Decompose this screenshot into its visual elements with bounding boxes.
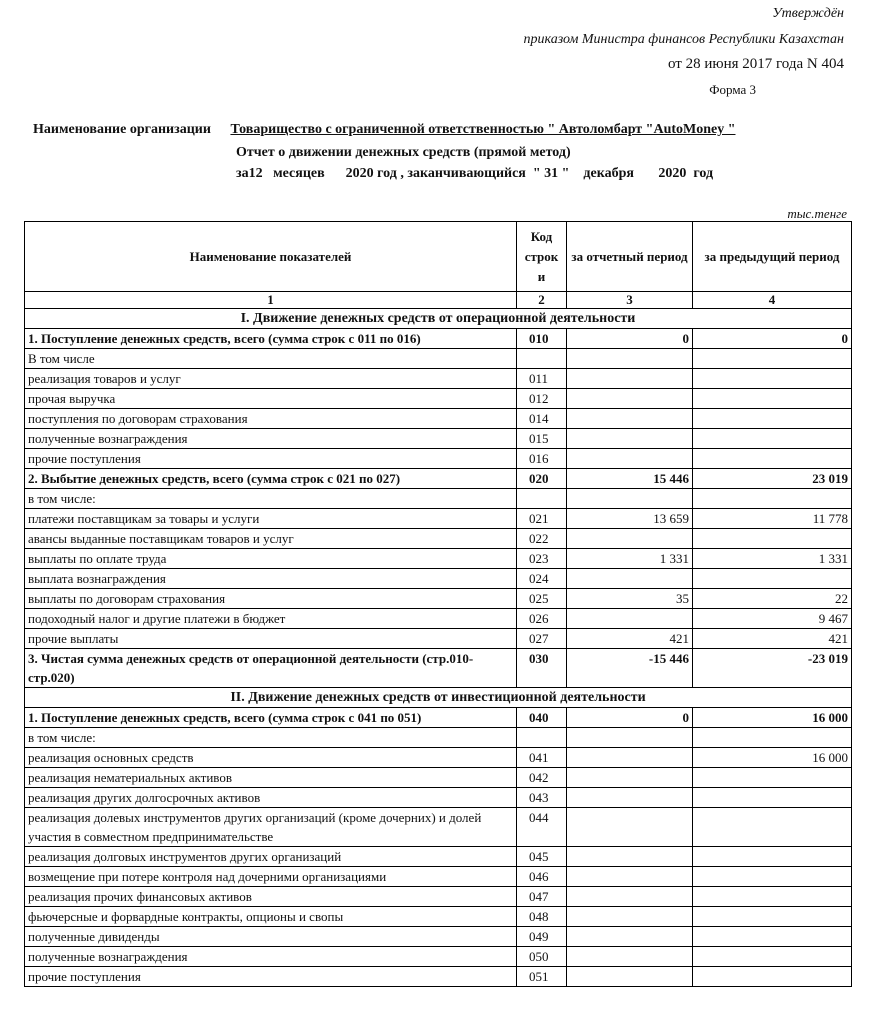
table-row <box>25 768 852 788</box>
table-row <box>25 409 852 429</box>
table-row <box>25 649 852 688</box>
row-previous-value <box>693 927 852 947</box>
table-row <box>25 708 852 728</box>
table-row <box>25 927 852 947</box>
table-row <box>25 808 852 847</box>
row-name: реализация других долгосрочных активов <box>25 788 517 808</box>
row-current-value: -15 446 <box>567 649 693 688</box>
row-current-value <box>567 748 693 768</box>
order-reference: приказом Министра финансов Республики Казахстан <box>523 32 844 47</box>
row-name: реализация основных средств <box>25 748 517 768</box>
row-previous-value <box>693 409 852 429</box>
table-row <box>25 449 852 469</box>
row-name: реализация долговых инструментов других организаций <box>25 847 517 867</box>
header-line-code: Код строк и <box>517 222 567 292</box>
row-previous-value: 421 <box>693 629 852 649</box>
row-current-value <box>567 609 693 629</box>
row-previous-value <box>693 349 852 369</box>
row-previous-value <box>693 529 852 549</box>
column-number: 3 <box>567 292 693 309</box>
row-name: реализация прочих финансовых активов <box>25 887 517 907</box>
row-previous-value <box>693 847 852 867</box>
row-current-value <box>567 409 693 429</box>
row-code: 043 <box>517 788 567 808</box>
row-name: подоходный налог и другие платежи в бюджет <box>25 609 517 629</box>
row-current-value <box>567 569 693 589</box>
row-code: 040 <box>517 708 567 728</box>
row-code: 016 <box>517 449 567 469</box>
row-code: 020 <box>517 469 567 489</box>
row-previous-value <box>693 967 852 987</box>
row-name: 1. Поступление денежных средств, всего (сумма строк с 011 по 016) <box>25 329 517 349</box>
row-code: 010 <box>517 329 567 349</box>
table-row <box>25 469 852 489</box>
row-current-value <box>567 728 693 748</box>
units-label: тыс.тенге <box>787 206 847 221</box>
row-name: выплаты по оплате труда <box>25 549 517 569</box>
row-code: 046 <box>517 867 567 887</box>
row-current-value <box>567 768 693 788</box>
row-code: 021 <box>517 509 567 529</box>
table-header-row <box>25 222 852 292</box>
row-current-value <box>567 947 693 967</box>
organization-name: Товарищество с ограниченной ответственностью " Автоломбарт "AutoMoney " <box>230 122 736 137</box>
row-code: 045 <box>517 847 567 867</box>
row-current-value <box>567 529 693 549</box>
table-row <box>25 589 852 609</box>
table-row <box>25 489 852 509</box>
row-name: фьючерсные и форвардные контракты, опционы и свопы <box>25 907 517 927</box>
row-code: 025 <box>517 589 567 609</box>
row-previous-value <box>693 489 852 509</box>
table-row <box>25 728 852 748</box>
row-previous-value: 23 019 <box>693 469 852 489</box>
column-number: 1 <box>25 292 517 309</box>
row-name: полученные дивиденды <box>25 927 517 947</box>
row-current-value <box>567 369 693 389</box>
table-row <box>25 947 852 967</box>
row-current-value: 1 331 <box>567 549 693 569</box>
row-code: 041 <box>517 748 567 768</box>
row-code: 049 <box>517 927 567 947</box>
row-previous-value <box>693 389 852 409</box>
table-row <box>25 389 852 409</box>
approved-label: Утверждён <box>772 6 844 21</box>
row-current-value: 0 <box>567 708 693 728</box>
row-previous-value: -23 019 <box>693 649 852 688</box>
row-code: 024 <box>517 569 567 589</box>
row-previous-value: 1 331 <box>693 549 852 569</box>
row-name: выплаты по договорам страхования <box>25 589 517 609</box>
row-current-value <box>567 449 693 469</box>
table-row <box>25 867 852 887</box>
row-previous-value <box>693 947 852 967</box>
row-current-value <box>567 907 693 927</box>
header-current-period: за отчетный период <box>567 222 693 292</box>
order-date: от 28 июня 2017 года N 404 <box>668 56 844 72</box>
organization-label: Наименование организации <box>33 122 211 137</box>
row-current-value <box>567 389 693 409</box>
table-row <box>25 748 852 768</box>
header-previous-period: за предыдущий период <box>693 222 852 292</box>
header-indicator-name: Наименование показателей <box>25 222 517 292</box>
row-code: 022 <box>517 529 567 549</box>
table-row <box>25 529 852 549</box>
row-current-value <box>567 847 693 867</box>
row-current-value <box>567 349 693 369</box>
row-previous-value: 11 778 <box>693 509 852 529</box>
row-name: платежи поставщикам за товары и услуги <box>25 509 517 529</box>
table-row <box>25 569 852 589</box>
row-current-value <box>567 867 693 887</box>
row-name: поступления по договорам страхования <box>25 409 517 429</box>
row-name: прочие поступления <box>25 967 517 987</box>
row-code: 048 <box>517 907 567 927</box>
row-current-value <box>567 887 693 907</box>
row-current-value: 15 446 <box>567 469 693 489</box>
organization-line <box>33 122 736 138</box>
form-number: Форма 3 <box>709 82 756 97</box>
row-previous-value: 22 <box>693 589 852 609</box>
row-name: прочая выручка <box>25 389 517 409</box>
row-current-value: 421 <box>567 629 693 649</box>
section-title: I. Движение денежных средств от операционной деятельности <box>25 309 852 329</box>
row-current-value <box>567 808 693 847</box>
row-name: выплата вознаграждения <box>25 569 517 589</box>
row-previous-value <box>693 907 852 927</box>
row-name: в том числе: <box>25 489 517 509</box>
row-previous-value <box>693 369 852 389</box>
table-row <box>25 329 852 349</box>
row-name: полученные вознаграждения <box>25 429 517 449</box>
column-numbers-row <box>25 292 852 309</box>
row-name: возмещение при потере контроля над дочерними организациями <box>25 867 517 887</box>
row-code: 026 <box>517 609 567 629</box>
row-code: 012 <box>517 389 567 409</box>
row-current-value <box>567 429 693 449</box>
row-previous-value <box>693 788 852 808</box>
table-row <box>25 629 852 649</box>
section-title: II. Движение денежных средств от инвестиционной деятельности <box>25 688 852 708</box>
row-code: 047 <box>517 887 567 907</box>
row-code <box>517 728 567 748</box>
row-code: 044 <box>517 808 567 847</box>
row-previous-value <box>693 887 852 907</box>
table-row <box>25 429 852 449</box>
section-header-row <box>25 309 852 329</box>
row-code: 050 <box>517 947 567 967</box>
row-current-value: 0 <box>567 329 693 349</box>
row-previous-value <box>693 449 852 469</box>
column-number: 4 <box>693 292 852 309</box>
row-current-value <box>567 927 693 947</box>
row-previous-value <box>693 728 852 748</box>
table-row <box>25 847 852 867</box>
table-row <box>25 907 852 927</box>
row-code: 015 <box>517 429 567 449</box>
row-previous-value: 16 000 <box>693 708 852 728</box>
row-previous-value: 9 467 <box>693 609 852 629</box>
row-current-value: 13 659 <box>567 509 693 529</box>
row-current-value <box>567 489 693 509</box>
row-name: прочие поступления <box>25 449 517 469</box>
row-previous-value <box>693 569 852 589</box>
row-code: 030 <box>517 649 567 688</box>
row-previous-value <box>693 429 852 449</box>
table-row <box>25 509 852 529</box>
row-previous-value <box>693 867 852 887</box>
row-current-value: 35 <box>567 589 693 609</box>
row-name: В том числе <box>25 349 517 369</box>
row-name: авансы выданные поставщикам товаров и услуг <box>25 529 517 549</box>
report-period: за12 месяцев 2020 год , заканчивающийся " 31 " декабря 2020 год <box>236 166 714 181</box>
row-previous-value: 0 <box>693 329 852 349</box>
row-current-value <box>567 967 693 987</box>
table-row <box>25 609 852 629</box>
row-code <box>517 349 567 369</box>
row-name: реализация долевых инструментов других организаций (кроме дочерних) и долей участия в совместном предпринимательстве <box>25 808 517 847</box>
row-code: 042 <box>517 768 567 788</box>
row-code: 011 <box>517 369 567 389</box>
row-name: полученные вознаграждения <box>25 947 517 967</box>
row-previous-value: 16 000 <box>693 748 852 768</box>
report-title: Отчет о движении денежных средств (прямой метод) <box>236 145 571 160</box>
cash-flow-table <box>24 221 852 987</box>
row-name: 2. Выбытие денежных средств, всего (сумма строк с 021 по 027) <box>25 469 517 489</box>
row-previous-value <box>693 768 852 788</box>
row-previous-value <box>693 808 852 847</box>
row-name: реализация товаров и услуг <box>25 369 517 389</box>
row-name: прочие выплаты <box>25 629 517 649</box>
column-number: 2 <box>517 292 567 309</box>
row-name: 1. Поступление денежных средств, всего (сумма строк с 041 по 051) <box>25 708 517 728</box>
row-name: в том числе: <box>25 728 517 748</box>
row-code: 014 <box>517 409 567 429</box>
table-row <box>25 349 852 369</box>
table-row <box>25 887 852 907</box>
row-code: 027 <box>517 629 567 649</box>
row-name: реализация нематериальных активов <box>25 768 517 788</box>
row-code: 023 <box>517 549 567 569</box>
row-code: 051 <box>517 967 567 987</box>
table-body <box>25 309 852 987</box>
table-row <box>25 549 852 569</box>
table-row <box>25 967 852 987</box>
table-row <box>25 788 852 808</box>
row-name: 3. Чистая сумма денежных средств от операционной деятельности (стр.010-стр.020) <box>25 649 517 688</box>
table-row <box>25 369 852 389</box>
row-code <box>517 489 567 509</box>
row-current-value <box>567 788 693 808</box>
section-header-row <box>25 688 852 708</box>
